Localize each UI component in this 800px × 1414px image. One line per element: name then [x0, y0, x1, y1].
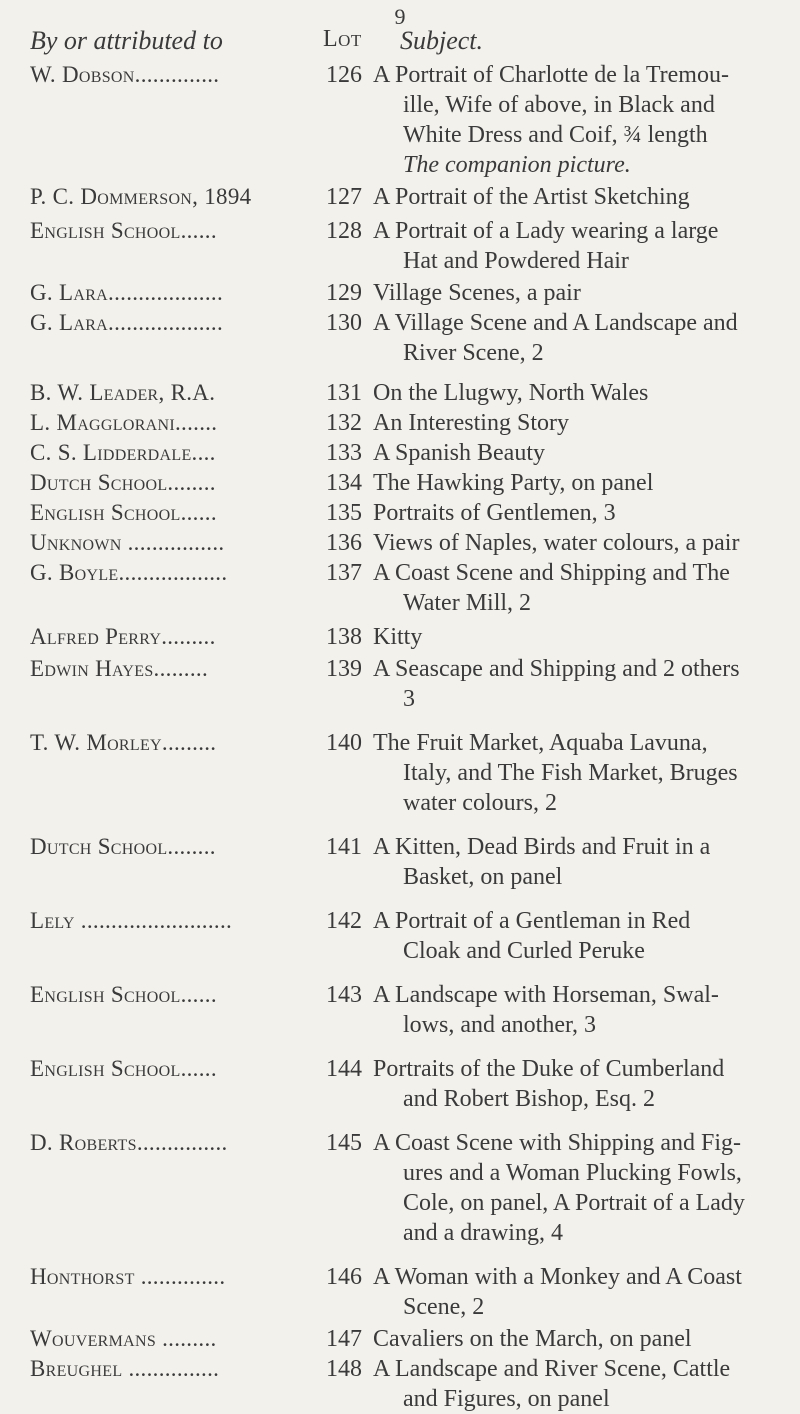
subject-line: The companion picture.: [403, 152, 631, 178]
lot-attribution: English School......: [30, 218, 217, 243]
subject-line: The Hawking Party, on panel: [373, 470, 654, 496]
lot-subject: [373, 622, 783, 652]
subject-line: A Coast Scene and Shipping and The: [373, 560, 730, 586]
header-lot: Lot: [323, 26, 362, 52]
subject-line: and Robert Bishop, Esq. 2: [403, 1086, 655, 1112]
subject-line: Portraits of the Duke of Cumberland: [373, 1056, 725, 1082]
lot-attribution: Edwin Hayes.........: [30, 656, 209, 681]
subject-line: A Portrait of the Artist Sketching: [373, 184, 690, 210]
lot-number: 136: [326, 530, 362, 556]
subject-line: Basket, on panel: [403, 864, 563, 890]
lot-number: 140: [326, 730, 362, 756]
lot-subject: [373, 1324, 783, 1354]
lot-number: 126: [326, 62, 362, 88]
lot-attribution: G. Lara...................: [30, 310, 223, 335]
lot-attribution: Honthorst ..............: [30, 1264, 226, 1289]
lot-attribution: Dutch School........: [30, 834, 216, 859]
lot-subject: [373, 1054, 783, 1114]
lot-number: 131: [326, 380, 362, 406]
lot-subject: [373, 408, 783, 438]
subject-line: A Village Scene and A Landscape and: [373, 310, 738, 336]
subject-line: A Portrait of a Lady wearing a large: [373, 218, 719, 244]
subject-line: Village Scenes, a pair: [373, 280, 581, 306]
lot-attribution: C. S. Lidderdale....: [30, 440, 216, 465]
subject-line: Scene, 2: [403, 1294, 485, 1320]
subject-line: Kitty: [373, 624, 423, 650]
lot-number: 143: [326, 982, 362, 1008]
lot-subject: [373, 528, 783, 558]
lot-number: 148: [326, 1356, 362, 1382]
lot-number: 145: [326, 1130, 362, 1156]
lot-subject: [373, 654, 783, 714]
subject-line: Hat and Powdered Hair: [403, 248, 629, 274]
header-subject: Subject.: [400, 26, 484, 55]
lot-attribution: T. W. Morley.........: [30, 730, 217, 755]
lot-attribution: English School......: [30, 982, 217, 1007]
lot-subject: [373, 1354, 783, 1414]
lot-attribution: G. Boyle..................: [30, 560, 228, 585]
lot-number: 134: [326, 470, 362, 496]
lot-attribution: G. Lara...................: [30, 280, 223, 305]
subject-line: Views of Naples, water colours, a pair: [373, 530, 740, 556]
subject-line: A Coast Scene with Shipping and Fig-: [373, 1130, 741, 1156]
subject-line: Italy, and The Fish Market, Bruges: [403, 760, 738, 786]
lot-attribution: D. Roberts...............: [30, 1130, 228, 1155]
subject-line: and a drawing, 4: [403, 1220, 563, 1246]
lot-number: 132: [326, 410, 362, 436]
subject-line: Portraits of Gentlemen, 3: [373, 500, 616, 526]
subject-line: The Fruit Market, Aquaba Lavuna,: [373, 730, 708, 756]
subject-line: Cole, on panel, A Portrait of a Lady: [403, 1190, 745, 1216]
lot-number: 130: [326, 310, 362, 336]
subject-line: ille, Wife of above, in Black and: [403, 92, 715, 118]
lot-subject: [373, 906, 783, 966]
lot-number: 129: [326, 280, 362, 306]
lot-subject: [373, 308, 783, 368]
lot-number: 141: [326, 834, 362, 860]
subject-line: Cloak and Curled Peruke: [403, 938, 645, 964]
lot-attribution: Alfred Perry.........: [30, 624, 216, 649]
lot-subject: [373, 378, 783, 408]
header-attribution: By or attributed to: [30, 26, 223, 55]
lot-number: 147: [326, 1326, 362, 1352]
lot-number: 133: [326, 440, 362, 466]
subject-line: A Woman with a Monkey and A Coast: [373, 1264, 742, 1290]
lot-number: 138: [326, 624, 362, 650]
lot-attribution: English School......: [30, 500, 217, 525]
subject-line: A Kitten, Dead Birds and Fruit in a: [373, 834, 711, 860]
subject-line: On the Llugwy, North Wales: [373, 380, 649, 406]
lot-subject: [373, 1262, 783, 1322]
subject-line: A Portrait of a Gentleman in Red: [373, 908, 691, 934]
lot-attribution: B. W. Leader, R.A.: [30, 380, 216, 405]
lot-subject: [373, 832, 783, 892]
lot-subject: [373, 182, 783, 212]
lot-subject: [373, 60, 783, 180]
subject-line: A Seascape and Shipping and 2 others: [373, 656, 740, 682]
lot-subject: [373, 498, 783, 528]
lot-number: 139: [326, 656, 362, 682]
lot-attribution: Lely .........................: [30, 908, 233, 933]
lot-number: 142: [326, 908, 362, 934]
lot-subject: [373, 438, 783, 468]
subject-line: River Scene, 2: [403, 340, 544, 366]
lot-subject: [373, 278, 783, 308]
lot-subject: [373, 468, 783, 498]
subject-line: White Dress and Coif, ¾ length: [403, 122, 708, 148]
lot-number: 144: [326, 1056, 362, 1082]
subject-line: and Figures, on panel: [403, 1386, 610, 1412]
subject-line: Water Mill, 2: [403, 590, 532, 616]
lot-number: 135: [326, 500, 362, 526]
subject-line: An Interesting Story: [373, 410, 569, 436]
lot-subject: [373, 1128, 783, 1248]
subject-line: water colours, 2: [403, 790, 557, 816]
subject-line: 3: [403, 686, 415, 712]
subject-line: A Portrait of Charlotte de la Tremou-: [373, 62, 729, 88]
lot-attribution: W. Dobson..............: [30, 62, 220, 87]
lot-subject: [373, 558, 783, 618]
subject-line: A Landscape and River Scene, Cattle: [373, 1356, 731, 1382]
lot-attribution: L. Magglorani.......: [30, 410, 218, 435]
subject-line: Cavaliers on the March, on panel: [373, 1326, 692, 1352]
lot-attribution: Wouvermans .........: [30, 1326, 217, 1351]
page-number: 9: [394, 4, 406, 29]
subject-line: lows, and another, 3: [403, 1012, 596, 1038]
lot-number: 127: [326, 184, 362, 210]
lot-attribution: Breughel ...............: [30, 1356, 220, 1381]
subject-line: A Landscape with Horseman, Swal-: [373, 982, 719, 1008]
lot-attribution: P. C. Dommerson, 1894: [30, 184, 252, 209]
lot-attribution: Dutch School........: [30, 470, 216, 495]
lot-attribution: Unknown ................: [30, 530, 225, 555]
lot-number: 146: [326, 1264, 362, 1290]
lot-subject: [373, 216, 783, 276]
lot-subject: [373, 980, 783, 1040]
lot-attribution: English School......: [30, 1056, 217, 1081]
lot-number: 137: [326, 560, 362, 586]
lot-subject: [373, 728, 783, 818]
subject-line: A Spanish Beauty: [373, 440, 545, 466]
lot-number: 128: [326, 218, 362, 244]
subject-line: ures and a Woman Plucking Fowls,: [403, 1160, 742, 1186]
